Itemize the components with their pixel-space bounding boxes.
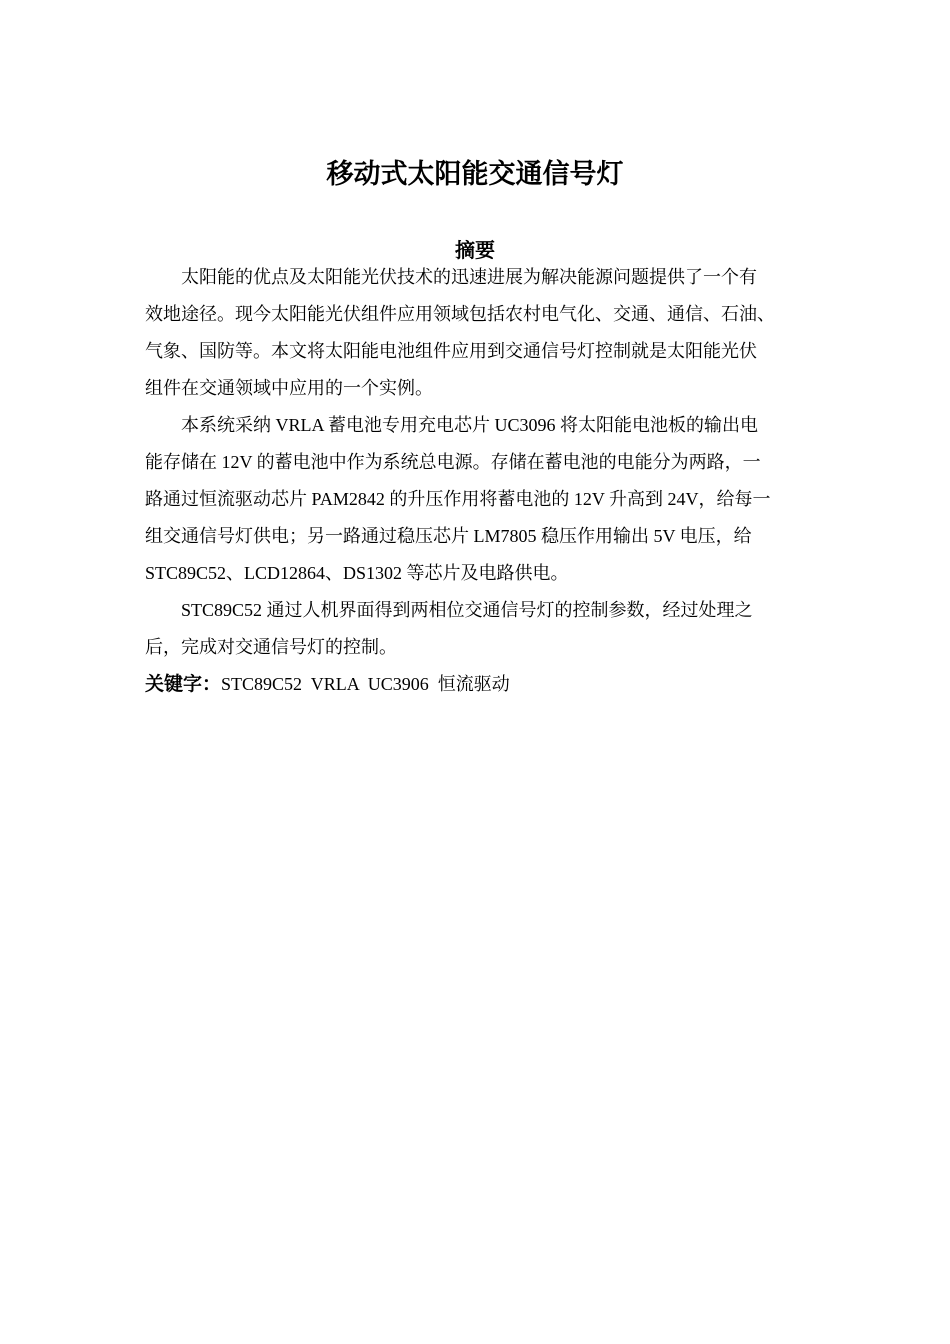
paragraph-line: STC89C52、LCD12864、DS1302 等芯片及电路供电。 <box>145 563 569 583</box>
paragraph-line: 后，完成对交通信号灯的控制。 <box>145 637 397 657</box>
paragraph-line: 能存储在 12V 的蓄电池中作为系统总电源。存储在蓄电池的电能分为两路，一 <box>145 452 761 472</box>
paragraph-line: 组交通信号灯供电；另一路通过稳压芯片 LM7805 稳压作用输出 5V 电压，给 <box>145 526 752 546</box>
paragraph-line: STC89C52 通过人机界面得到两相位交通信号灯的控制参数，经过处理之 <box>181 600 753 620</box>
paragraph-line: 效地途径。现今太阳能光伏组件应用领域包括农村电气化、交通、通信、石油、 <box>145 304 775 324</box>
abstract-paragraph-3 <box>145 592 809 666</box>
paragraph-line: 本系统采纳 VRLA 蓄电池专用充电芯片 UC3096 将太阳能电池板的输出电 <box>181 415 759 435</box>
keywords-values: STC89C52 VRLA UC3906 恒流驱动 <box>221 674 510 694</box>
keywords-line <box>145 666 809 703</box>
paragraph-line: 路通过恒流驱动芯片 PAM2842 的升压作用将蓄电池的 12V 升高到 24V，给每一 <box>145 489 771 509</box>
paragraph-line: 太阳能的优点及太阳能光伏技术的迅速进展为解决能源问题提供了一个有 <box>181 267 757 287</box>
abstract-paragraph-1 <box>145 259 809 407</box>
abstract-body <box>145 259 809 703</box>
paragraph-line: 气象、国防等。本文将太阳能电池组件应用到交通信号灯控制就是太阳能光伏 <box>145 341 757 361</box>
document-title: 移动式太阳能交通信号灯 <box>326 159 624 190</box>
paragraph-line: 组件在交通领域中应用的一个实例。 <box>145 378 433 398</box>
keywords-label: 关键字： <box>145 673 222 695</box>
abstract-heading: 摘要 <box>455 238 495 262</box>
abstract-paragraph-2 <box>145 407 809 592</box>
